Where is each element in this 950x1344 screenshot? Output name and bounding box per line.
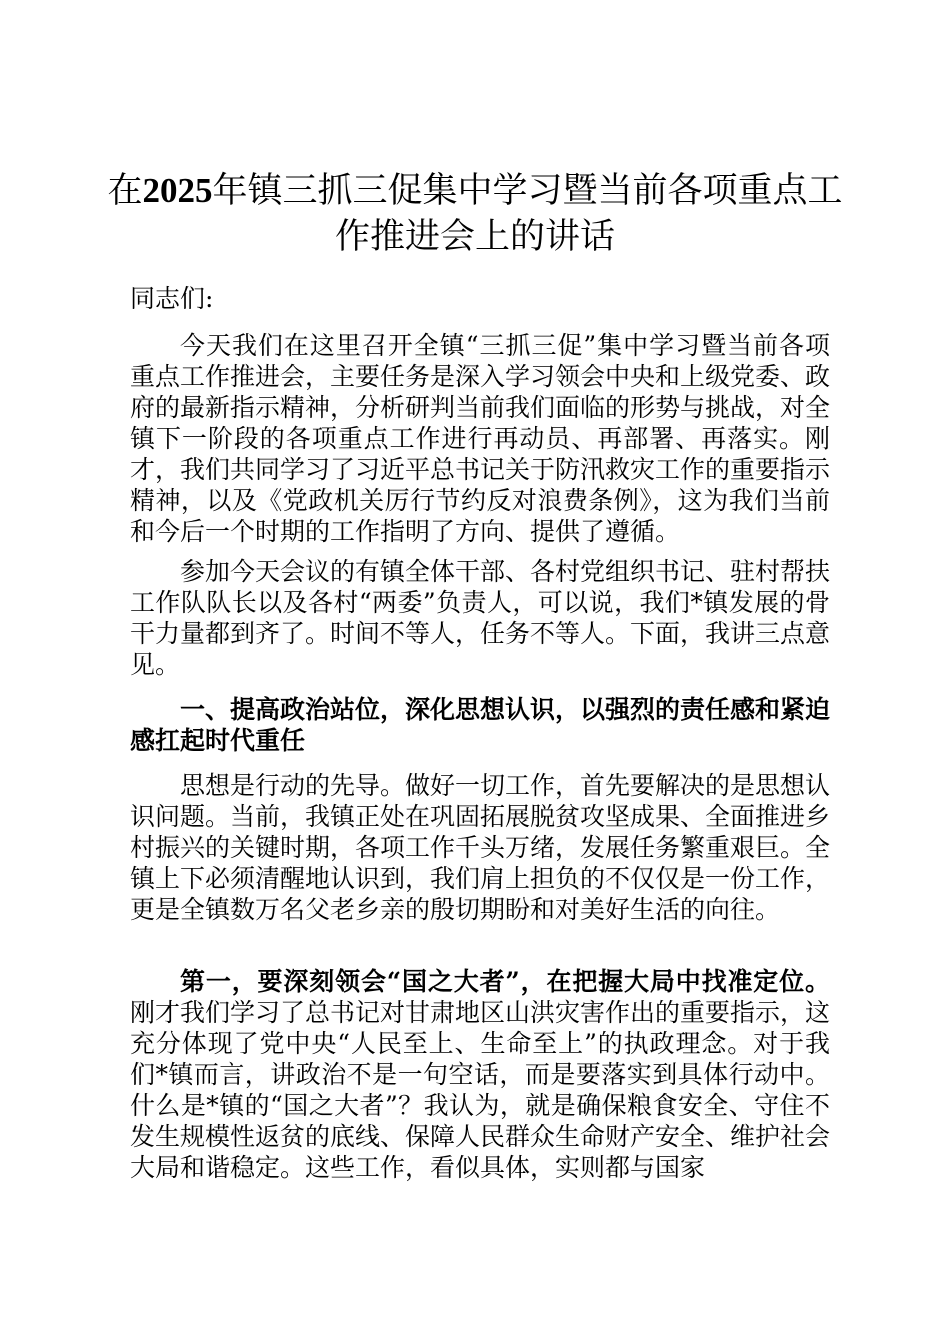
paragraph-2: 参加今天会议的有镇全体干部、各村党组织书记、驻村帮扶工作队队长以及各村“两委”负责人，可以说，我们*镇发展的骨干力量都到齐了。时间不等人，任务不等人。下面，我讲三点意见。 (130, 557, 831, 679)
title-year: 2025 (142, 171, 213, 210)
paragraph-1: 今天我们在这里召开全镇“三抓三促”集中学习暨当前各项重点工作推进会，主要任务是深入学习领会中央和上级党委、政府的最新指示精神，分析研判当前我们面临的形势与挑战，对全镇下一阶段的各项重点工作进行再动员、再部署、再落实。刚才，我们共同学习了习近平总书记关于防汛救灾工作的重要指示精神，以及《党政机关厉行节约反对浪费条例》，这为我们当前和今后一个时期的工作指明了方向、提供了遵循。 (130, 331, 831, 546)
document-title (100, 168, 850, 260)
salutation: 同志们: (130, 284, 214, 313)
paragraph-4-rest: 刚才我们学习了总书记对甘肃地区山洪灾害作出的重要指示，这充分体现了党中央“人民至上、生命至上”的执政理念。对于我们*镇而言，讲政治不是一句空话，而是要落实到具体行动中。什么是*镇的“国之大者”？我认为，就是确保粮食安全、守住不发生规模性返贫的底线、保障人民群众生命财产安全、维护社会大局和谐稳定。这些工作，看似具体，实则都与国家 (130, 998, 831, 1182)
section-heading-1: 一、提高政治站位，深化思想认识，以强烈的责任感和紧迫感扛起时代重任 (130, 695, 831, 755)
title-rest: 年镇三抓三促集中学习暨当前各项重点工作推进会上的讲话 (212, 171, 843, 257)
paragraph-3: 思想是行动的先导。做好一切工作，首先要解决的是思想认识问题。当前，我镇正处在巩固拓展脱贫攻坚成果、全面推进乡村振兴的关键时期，各项工作千头万绪，发展任务繁重艰巨。全镇上下必须清醒地认识到，我们肩上担负的不仅仅是一份工作，更是全镇数万名父老乡亲的殷切期盼和对美好生活的向往。 (130, 771, 831, 924)
paragraph-4-lead: 第一，要深刻领会“国之大者”，在把握大局中找准定位。 (180, 967, 830, 996)
title-prefix: 在 (107, 171, 143, 211)
paragraph-4 (130, 966, 830, 1183)
